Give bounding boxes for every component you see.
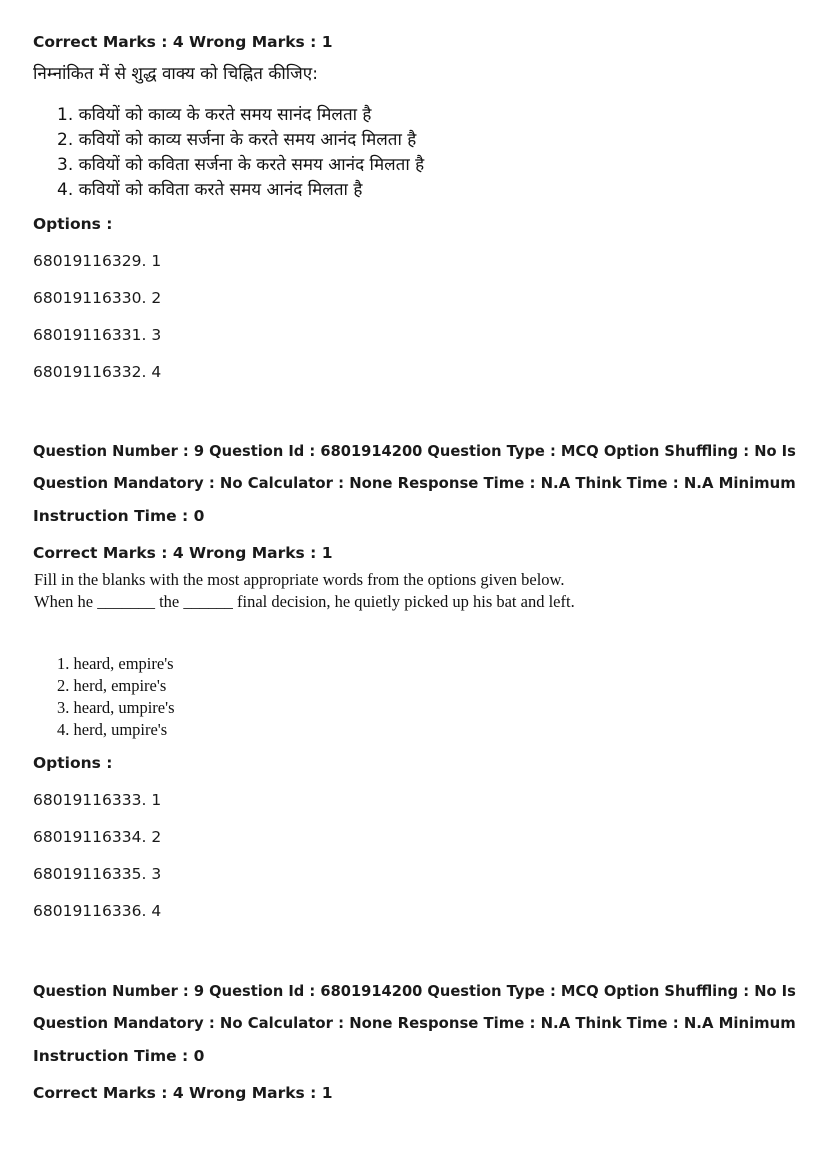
question-choice: 3. heard, umpire's (57, 698, 175, 717)
option-item: 68019116336. 4 (33, 902, 162, 920)
option-item: 68019116333. 1 (33, 791, 162, 809)
question-choice: 1. heard, empire's (57, 654, 174, 673)
option-item: 68019116334. 2 (33, 828, 162, 846)
question-choice: 2. herd, empire's (57, 676, 167, 695)
question-header: Question Mandatory : No Calculator : None Response Time : N.A Think Time : N.A Minimum (33, 474, 796, 492)
question-instruction: Fill in the blanks with the most appropriate words from the options given below. (34, 570, 565, 589)
question-choice: 2. कवियों को काव्य सर्जना के करते समय आनंद मिलता है (57, 130, 417, 150)
question-header: Instruction Time : 0 (33, 507, 205, 525)
marks-line: Correct Marks : 4 Wrong Marks : 1 (33, 1084, 333, 1102)
marks-line: Correct Marks : 4 Wrong Marks : 1 (33, 544, 333, 562)
question-header: Question Mandatory : No Calculator : None Response Time : N.A Think Time : N.A Minimum (33, 1014, 796, 1032)
option-item: 68019116332. 4 (33, 363, 162, 381)
option-item: 68019116329. 1 (33, 252, 162, 270)
question-text: निम्नांकित में से शुद्ध वाक्य को चिह्नित कीजिए: (33, 64, 318, 84)
question-choice: 1. कवियों को काव्य के करते समय सानंद मिलता है (57, 105, 372, 125)
option-item: 68019116335. 3 (33, 865, 162, 883)
question-choice: 4. herd, umpire's (57, 720, 168, 739)
options-label: Options : (33, 754, 113, 772)
option-item: 68019116330. 2 (33, 289, 162, 307)
question-header: Question Number : 9 Question Id : 6801914200 Question Type : MCQ Option Shuffling : No Is (33, 442, 796, 460)
options-label: Options : (33, 215, 113, 233)
question-choice: 3. कवियों को कविता सर्जना के करते समय आनंद मिलता है (57, 155, 425, 175)
option-item: 68019116331. 3 (33, 326, 162, 344)
question-sentence: When he _______ the ______ final decision, he quietly picked up his bat and left. (34, 592, 575, 611)
marks-line: Correct Marks : 4 Wrong Marks : 1 (33, 33, 333, 51)
question-header: Question Number : 9 Question Id : 6801914200 Question Type : MCQ Option Shuffling : No Is (33, 982, 796, 1000)
question-choice: 4. कवियों को कविता करते समय आनंद मिलता है (57, 180, 363, 200)
question-header: Instruction Time : 0 (33, 1047, 205, 1065)
